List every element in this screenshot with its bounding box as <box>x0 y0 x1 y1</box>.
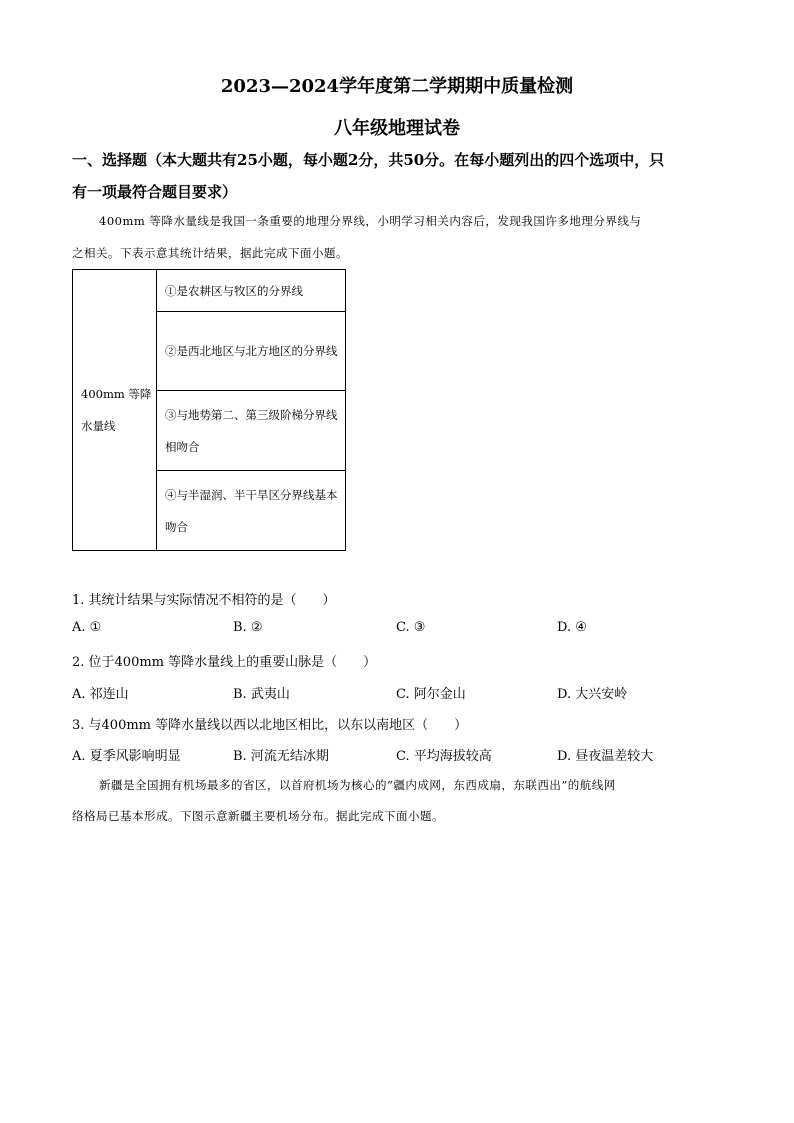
question-3-stem: 3. 与400mm 等降水量线以西以北地区相比，以东以南地区（ ） <box>72 718 468 733</box>
question-2-option-a: A. 祁连山 <box>72 687 129 702</box>
table-left-line1: 400mm 等降 <box>81 387 152 401</box>
table-row: ②是西北地区与北方地区的分界线 <box>157 312 346 391</box>
intro-paragraph-2-line1: 新疆是全国拥有机场最多的省区，以首府机场为核心的“疆内成网，东西成扇，东联西出”的航线网 <box>99 778 616 792</box>
exam-title: 2023—2024学年度第二学期期中质量检测 <box>220 76 574 97</box>
table-row: ①是农耕区与牧区的分界线 <box>157 270 346 312</box>
question-2-option-c: C. 阿尔金山 <box>396 687 466 702</box>
intro-paragraph-1-line1: 400mm 等降水量线是我国一条重要的地理分界线，小明学习相关内容后，发现我国许多地理分界线与 <box>99 214 642 228</box>
table-left-cell <box>73 270 157 551</box>
question-2-option-b: B. 武夷山 <box>233 687 290 702</box>
table-left-line2: 水量线 <box>81 419 116 433</box>
table-row: ③与地势第二、第三级阶梯分界线相吻合 <box>157 391 346 471</box>
question-1-option-a: A. ① <box>72 620 102 635</box>
boundary-table <box>72 269 346 551</box>
question-1-stem: 1. 其统计结果与实际情况不相符的是（ ） <box>72 593 336 608</box>
question-1-option-b: B. ② <box>233 620 263 635</box>
question-3-option-b: B. 河流无结冰期 <box>233 749 329 764</box>
question-3-option-c: C. 平均海拔较高 <box>396 749 492 764</box>
question-3-option-d: D. 昼夜温差较大 <box>557 749 654 764</box>
intro-paragraph-1-line2: 之相关。下表示意其统计结果，据此完成下面小题。 <box>72 246 348 260</box>
question-1-option-c: C. ③ <box>396 620 426 635</box>
question-1-option-d: D. ④ <box>557 620 587 635</box>
section-heading-line1: 一、选择题（本大题共有25小题，每小题2分，共50分。在每小题列出的四个选项中，只 <box>72 151 665 169</box>
question-2-option-d: D. 大兴安岭 <box>557 687 628 702</box>
section-heading-line2: 有一项最符合题目要求） <box>72 183 238 201</box>
intro-paragraph-2-line2: 络格局已基本形成。下图示意新疆主要机场分布。据此完成下面小题。 <box>72 809 444 823</box>
question-3-option-a: A. 夏季风影响明显 <box>72 749 181 764</box>
question-2-stem: 2. 位于400mm 等降水量线上的重要山脉是（ ） <box>72 655 377 670</box>
exam-subtitle: 八年级地理试卷 <box>334 118 460 139</box>
table-row: ④与半湿润、半干旱区分界线基本吻合 <box>157 471 346 551</box>
